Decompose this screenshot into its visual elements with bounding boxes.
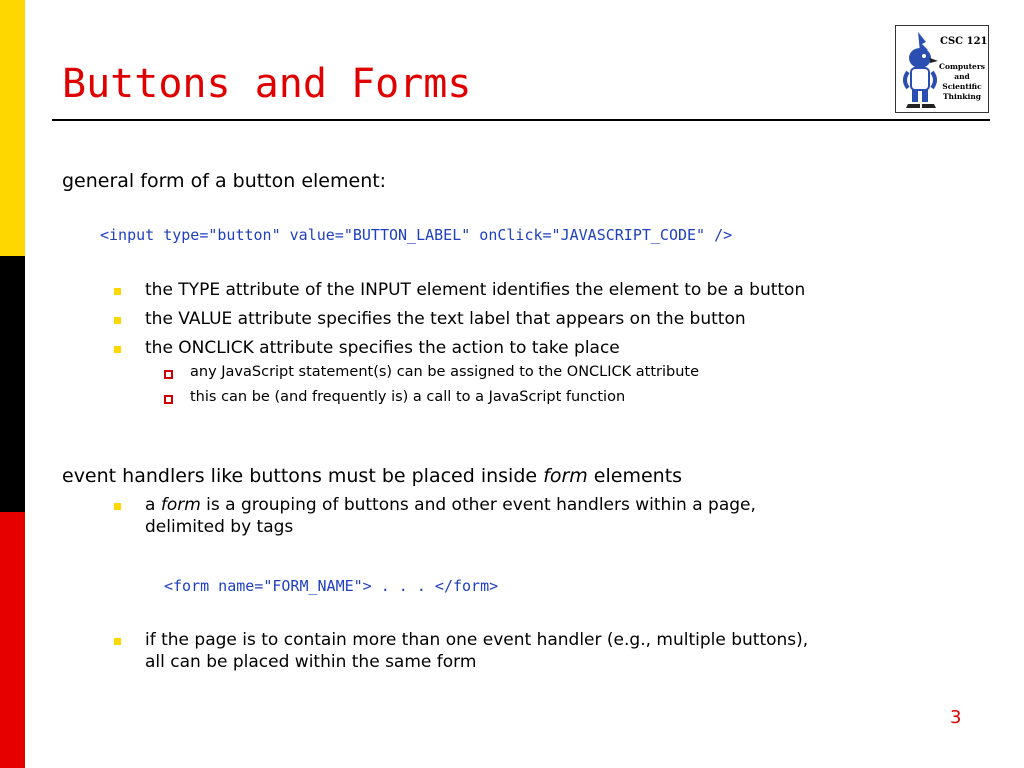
logo-line: Thinking — [942, 92, 982, 101]
sub-bullet-item: any JavaScript statement(s) can be assigned to the ONCLICK attribute — [190, 364, 700, 380]
course-logo — [895, 25, 989, 113]
square-bullet-icon — [114, 346, 121, 353]
bullet-item: the VALUE attribute specifies the text label that appears on the button — [145, 309, 746, 329]
square-bullet-icon — [114, 317, 121, 324]
sub-bullet-item: this can be (and frequently is) a call to a JavaScript function — [190, 389, 626, 405]
logo-line: Computers — [938, 62, 985, 71]
bullet-item: if the page is to contain more than one event handler (e.g., multiple buttons), — [145, 630, 809, 650]
section2-intro — [62, 465, 682, 487]
bullet-text: a — [145, 495, 161, 515]
side-stripe-black — [0, 256, 25, 512]
hollow-square-bullet-icon — [164, 370, 173, 379]
square-bullet-icon — [114, 638, 121, 645]
title-divider — [52, 119, 990, 121]
square-bullet-icon — [114, 503, 121, 510]
form-syntax-code: <form name="FORM_NAME"> . . . </form> — [164, 577, 499, 595]
bullet-text: is a grouping of buttons and other event handlers within a page, — [200, 495, 756, 515]
bullet-item: the TYPE attribute of the INPUT element identifies the element to be a button — [145, 280, 806, 300]
slide-title: Buttons and Forms — [62, 61, 472, 107]
logo-course-name — [936, 62, 988, 102]
intro-text: elements — [587, 465, 683, 487]
bluejay-mascot-icon — [898, 28, 940, 110]
bullet-item-continuation: delimited by tags — [145, 517, 294, 537]
logo-line: and — [954, 72, 970, 81]
bullet-item-continuation: all can be placed within the same form — [145, 652, 477, 672]
logo-course-code: CSC 121 — [940, 36, 988, 47]
intro-text: event handlers like buttons must be placed inside — [62, 465, 544, 487]
bullet-emphasis: form — [160, 495, 201, 515]
logo-line: Scientific — [942, 82, 982, 91]
section1-intro: general form of a button element: — [62, 170, 387, 192]
square-bullet-icon — [114, 288, 121, 295]
button-syntax-code: <input type="button" value="BUTTON_LABEL" onClick="JAVASCRIPT_CODE" /> — [100, 226, 733, 244]
side-stripe-red — [0, 512, 25, 768]
intro-emphasis: form — [543, 465, 588, 487]
bullet-item — [145, 495, 756, 515]
page-number: 3 — [950, 707, 962, 728]
side-stripe-yellow — [0, 0, 25, 256]
bullet-item: the ONCLICK attribute specifies the action to take place — [145, 338, 620, 358]
hollow-square-bullet-icon — [164, 395, 173, 404]
